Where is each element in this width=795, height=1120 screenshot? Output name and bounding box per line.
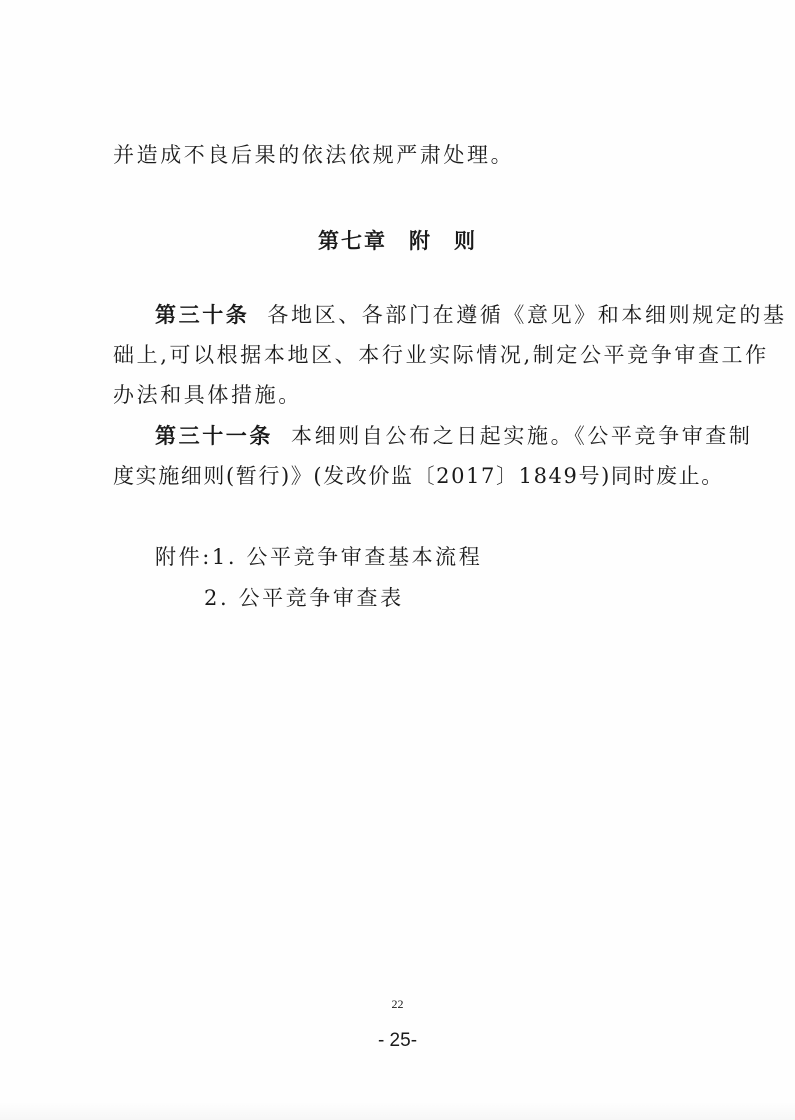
chapter-number: 第七章 (318, 229, 387, 253)
attachment-item-2: 2. 公平竞争审查表 (204, 586, 404, 610)
article-30-label: 第三十条 (155, 303, 250, 327)
article-31-label: 第三十一条 (155, 424, 273, 448)
article-31-text-1: 本细则自公布之日起实施。《公平竞争审查制 (291, 424, 753, 448)
article-30-line-3: 办法和具体措施。 (113, 383, 302, 407)
page-number: - 25- (377, 1030, 418, 1051)
continuation-text: 并造成不良后果的依法依规严肃处理。 (113, 143, 515, 167)
article-31-line-1 (155, 426, 753, 447)
attachments-label: 附件: (155, 545, 212, 569)
attachments-line-1 (155, 547, 482, 568)
attachment-item-1: 1. 公平竞争审查基本流程 (211, 545, 483, 569)
scan-edge-shadow (0, 1102, 795, 1120)
chapter-title-char-1: 附 (409, 229, 432, 253)
chapter-title-char-2: 则 (454, 229, 477, 253)
chapter-heading (0, 225, 795, 255)
original-page-number: 22 (391, 997, 404, 1011)
article-31-line-2: 度实施细则(暂行)》(发改价监〔2017〕1849号)同时废止。 (113, 464, 724, 488)
article-30-text-1: 各地区、各部门在遵循《意见》和本细则规定的基 (267, 303, 787, 327)
article-30-line-1 (155, 305, 787, 326)
article-30-line-2: 础上,可以根据本地区、本行业实际情况,制定公平竞争审查工作 (113, 343, 769, 367)
